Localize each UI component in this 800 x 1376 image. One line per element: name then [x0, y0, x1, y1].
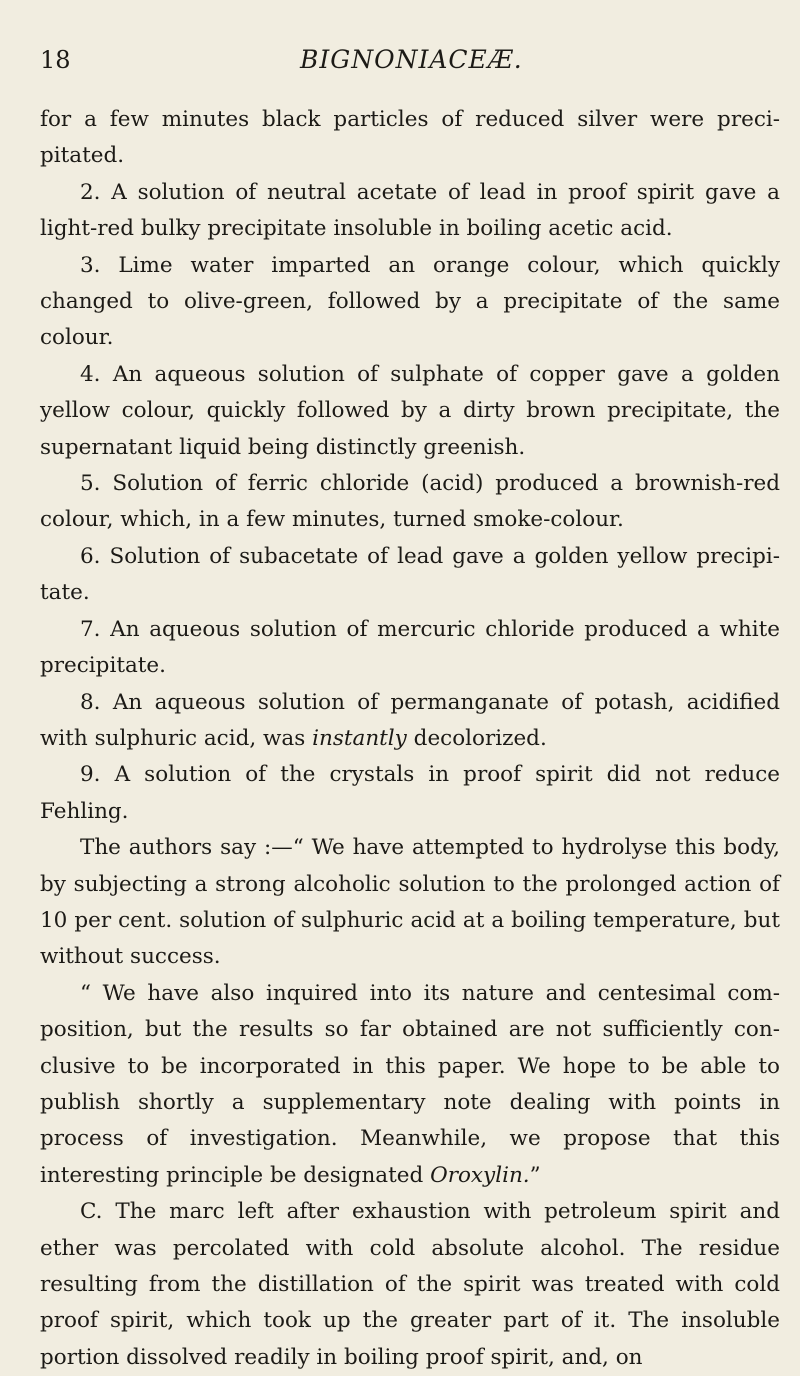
paragraph-oroxylin-before: “ We have also inquired into its nature and centesimal com-position, but the results so far obtained are not sufficiently con-clusive to be incorporated in this paper. We hope to be able to publish shortly a supplementary note dealing with points in process of investigation. Meanwhile, we propose that this interesting principle be designated [40, 980, 780, 1188]
paragraph-test-8-before: 8. An aqueous solution of permanganate of potash, acidified with sulphuric acid, was [40, 689, 780, 751]
paragraph-oroxylin [40, 976, 780, 1194]
paragraph-test-9: 9. A solution of the crystals in proof spirit did not reduce Fehling. [40, 762, 780, 824]
paragraph-test-7: 7. An aqueous solution of mercuric chloride produced a white precipitate. [40, 616, 780, 679]
paragraph-section-c: C. The marc left after exhaustion with petroleum spirit and ether was percolated with cold absolute alcohol. The residue resulting from the distillation of the spirit was treated with cold proof spirit, which took up the greater part of it. The insoluble portion dissolved readily in boiling proof spirit, and, on [40, 1199, 780, 1370]
emphasis-oroxylin: Oroxylin. [430, 1162, 530, 1188]
page-header [0, 42, 800, 78]
paragraph-authors-quote: The authors say :—“ We have attempted to hydrolyse this body, by subjecting a strong alcoholic solution to the prolonged action of 10 per cent. solution of sulphuric acid at a boiling temperature, but without success. [40, 835, 780, 970]
paragraph-test-8-after: decolorized. [406, 725, 547, 751]
paragraph-test-6: 6. Solution of subacetate of lead gave a golden yellow precipi-tate. [40, 543, 780, 606]
paragraph-test-3: 3. Lime water imparted an orange colour, which quickly changed to olive-green, followed by a precipitate of the same colour. [40, 252, 780, 351]
page-number: 18 [40, 46, 71, 74]
paragraph-test-5: 5. Solution of ferric chloride (acid) produced a brownish-red colour, which, in a few minutes, turned smoke-colour. [40, 471, 780, 533]
paragraph-continuation: for a few minutes black particles of reduced silver were preci-pitated. [40, 107, 780, 169]
paragraph-test-8 [40, 685, 780, 758]
paragraph-test-2: 2. A solution of neutral acetate of lead in proof spirit gave a light-red bulky precipitate insoluble in boiling acetic acid. [40, 179, 780, 242]
running-head: BIGNONIACEÆ. [300, 45, 523, 74]
emphasis-instantly: instantly [312, 725, 407, 751]
paragraph-oroxylin-after: ” [529, 1162, 541, 1188]
paragraph-test-4: 4. An aqueous solution of sulphate of copper gave a golden yellow colour, quickly followed by a dirty brown precipitate, the supernatant liquid being distinctly greenish. [40, 361, 780, 460]
body-text [40, 102, 780, 1376]
